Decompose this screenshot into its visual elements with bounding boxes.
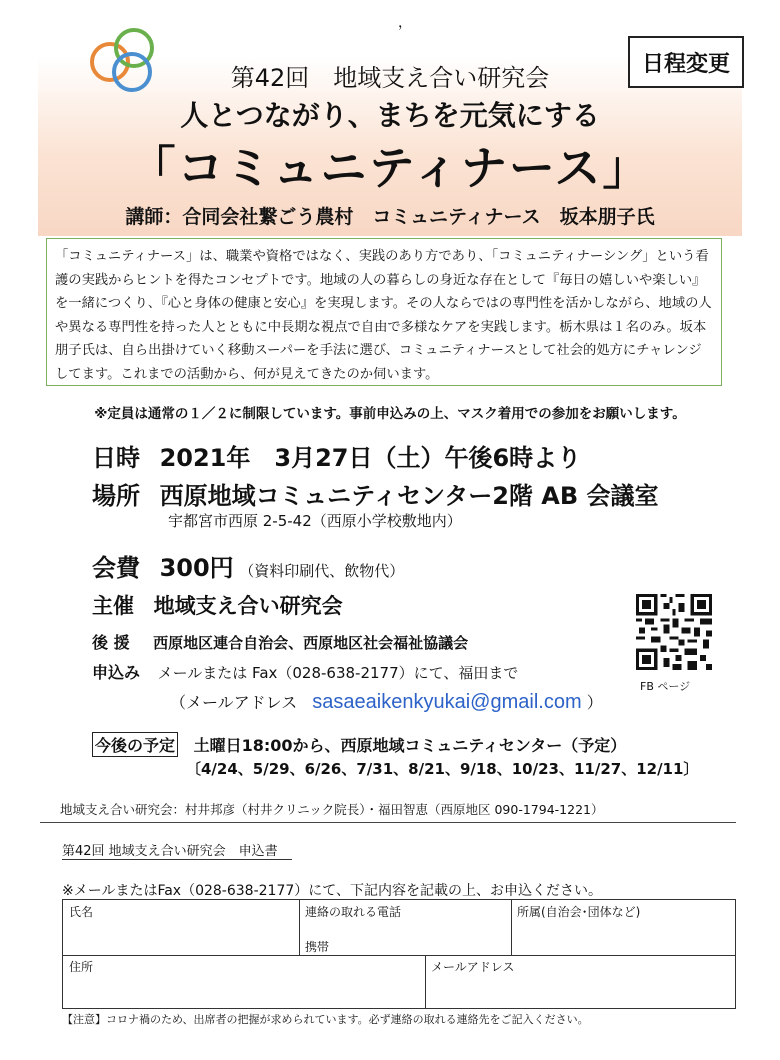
- datetime-value: 2021年 3月27日（土）午後6時より: [159, 444, 582, 472]
- place-value: 西原地域コミュニティセンター2階 AB 会議室: [159, 482, 659, 510]
- address-field[interactable]: [63, 955, 425, 1008]
- capacity-notice: ※定員は通常の１／２に制限しています。事前申込みの上、マスク着用での参加をお願いします。: [94, 406, 686, 422]
- fee-value: 300円: [159, 554, 234, 582]
- phone-field[interactable]: [299, 900, 511, 955]
- schedule-row: [92, 732, 626, 757]
- apply-row: [92, 660, 518, 683]
- schedule-text: 土曜日18:00から、西原地域コミュニティセンター（予定）: [193, 736, 627, 755]
- affiliation-field-label: 所属(自治会･団体など): [517, 905, 641, 919]
- event-subtitle: 第42回 地域支え合い研究会: [230, 64, 550, 92]
- email-field[interactable]: [425, 955, 735, 1008]
- application-form: [62, 899, 736, 1009]
- email-field-label: メールアドレス: [431, 960, 515, 974]
- apply-value: メールまたは Fax（028-638-2177）にて、福田まで: [157, 664, 519, 682]
- datetime-row: [92, 438, 581, 473]
- name-field[interactable]: [63, 900, 299, 955]
- email-suffix: ）: [586, 693, 603, 712]
- mobile-field-label: 携帯: [305, 940, 330, 954]
- datetime-label: 日時: [92, 444, 140, 472]
- fee-note: （資料印刷代、飲物代）: [239, 562, 405, 580]
- description-box: 「コミュニティナース」は、職業や資格ではなく、実践のあり方であり、「コミュニティナーシング」という看護の実践からヒントを得たコンセプトです。地域の人の暮らしの身近な存在として『毎日の嬉しいや楽しい』を一緒につくり、『心と身体の健康と安心』を実現します。その人ならではの専門性を活かしながら、地域の人や異なる専門性を持った人とともに中長期な視点で自由で多様なケアを実践します。栃木県は１名のみ。坂本朋子氏は、自ら出掛けていく移動スーパーを手法に選び、コミュニティナースとして社会的処方にチャレンジしてます。これまでの活動から、何が見えてきたのか伺います。: [46, 238, 722, 386]
- fee-label: 会費: [92, 554, 140, 582]
- host-row: [92, 590, 343, 620]
- affiliation-field[interactable]: [511, 900, 735, 955]
- form-instruction: ※メールまたはFax（028-638-2177）にて、下記内容を記載の上、お申込ください。: [62, 883, 602, 899]
- email-prefix: （メールアドレス: [170, 693, 298, 712]
- schedule-change-badge: 日程変更: [628, 36, 744, 88]
- lecturer-line: 講師：合同会社繋ごう農村 コミュニティナース 坂本朋子氏: [125, 206, 655, 228]
- form-title: 第42回 地域支え合い研究会 申込書: [62, 840, 292, 860]
- address-field-label: 住所: [69, 960, 94, 974]
- host-value: 地域支え合い研究会: [153, 594, 343, 618]
- contact-line: 地域支え合い研究会：村井邦彦（村井クリニック院長）・福田智恵（西原地区 090-1794-1221）: [60, 802, 604, 817]
- support-row: [92, 630, 468, 653]
- host-label: 主催: [92, 594, 134, 618]
- apply-label: 申込み: [92, 663, 141, 682]
- page-title: 「コミュニティナース」: [129, 141, 651, 195]
- place-label: 場所: [92, 482, 140, 510]
- schedule-dates: 〔4/24、5/29、6/26、7/31、8/21、9/18、10/23、11/27、12/11〕: [186, 760, 699, 778]
- event-tagline: 人とつながり、まちを元気にする: [180, 99, 600, 132]
- place-row: [92, 476, 659, 511]
- support-value: 西原地区連合自治会、西原地区社会福祉協議会: [153, 634, 469, 652]
- support-label: 後 援: [92, 633, 130, 652]
- fee-row: [92, 548, 404, 583]
- phone-field-label: 連絡の取れる電話: [305, 905, 402, 919]
- form-footnote: 【注意】コロナ禍のため、出席者の把握が求められています。必ず連絡の取れる連絡先をご記入ください。: [62, 1013, 589, 1026]
- email-row: [170, 690, 603, 714]
- name-field-label: 氏名: [69, 905, 94, 919]
- stray-comma: ，: [398, 15, 412, 31]
- qr-code-icon[interactable]: [636, 594, 712, 670]
- section-divider: [40, 822, 736, 823]
- schedule-label: 今後の予定: [92, 732, 178, 757]
- email-link[interactable]: sasaeaikenkyukai@gmail.com: [312, 691, 582, 713]
- fb-page-label: FB ページ: [640, 680, 691, 693]
- address-line: 宇都宮市西原 2-5-42（西原小学校敷地内）: [168, 512, 462, 530]
